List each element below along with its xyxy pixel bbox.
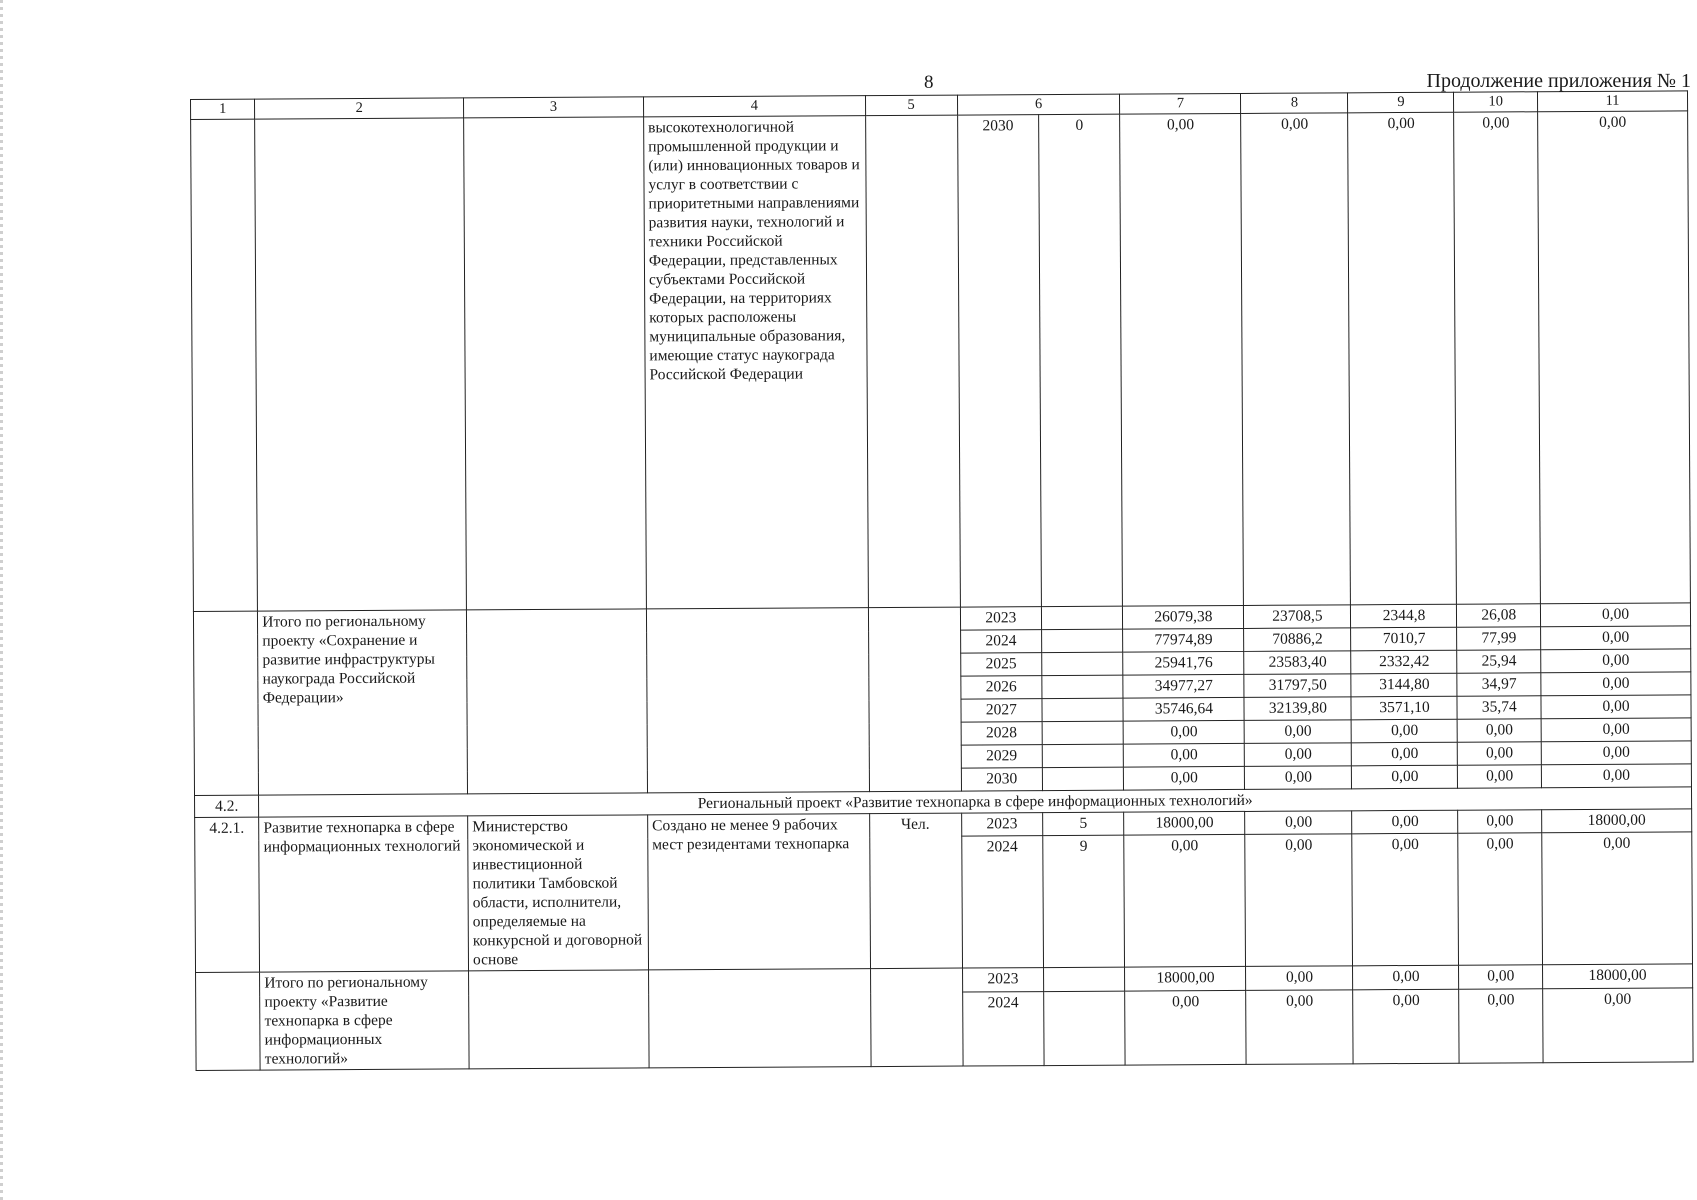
c10-cell: 26,08 <box>1457 604 1541 627</box>
c7-cell: 0,00 <box>1124 720 1245 744</box>
colnum-3: 3 <box>464 97 644 118</box>
c8-cell: 0,00 <box>1246 990 1354 1064</box>
colnum-5: 5 <box>865 95 957 116</box>
c8-cell: 0,00 <box>1246 966 1353 991</box>
c10-cell: 35,74 <box>1457 696 1541 719</box>
c11-cell: 0,00 <box>1541 626 1691 650</box>
c7-cell: 0,00 <box>1124 766 1245 790</box>
colnum-10: 10 <box>1454 92 1538 112</box>
c10-cell: 25,94 <box>1457 650 1541 673</box>
year-cell: 2026 <box>960 676 1042 699</box>
c8-cell: 32139,80 <box>1244 697 1351 721</box>
c9-cell: 3144,80 <box>1351 673 1457 697</box>
year-cell: 2029 <box>961 745 1043 768</box>
c9-cell: 0,00 <box>1348 112 1457 605</box>
appendix-table <box>190 90 1694 1071</box>
item-name: Развитие технопарка в сфере информационных технологий <box>259 816 469 972</box>
colnum-1: 1 <box>191 99 255 119</box>
c10-cell: 77,99 <box>1457 627 1541 650</box>
colnum-6: 6 <box>957 94 1120 115</box>
year-cell: 2023 <box>962 968 1044 993</box>
colnum-7: 7 <box>1120 93 1241 114</box>
c7-cell: 34977,27 <box>1123 674 1244 698</box>
c9-cell: 0,00 <box>1352 765 1458 789</box>
c9-cell: 0,00 <box>1352 742 1458 766</box>
scan-edge <box>0 0 3 1200</box>
c10-cell: 0,00 <box>1458 810 1542 833</box>
year-cell: 2030 <box>957 115 1041 607</box>
c10-cell: 0,00 <box>1458 719 1542 742</box>
item-indicator: Создано не менее 9 рабочих мест резидентами технопарка <box>648 814 871 970</box>
indicator-description: высокотехнологичной промышленной продукции и (или) инновационных товаров и услуг в соответствии с приоритетными направлениями развития науки, технологий и техники Российской Федерации, представленных субъектами Российской Федерации, на территориях которых расположены муниципальные образования, имеющие статус наукограда Российской Федерации <box>644 116 868 609</box>
year-cell: 2027 <box>961 699 1043 722</box>
year-cell: 2024 <box>962 992 1044 1066</box>
c11-cell: 18000,00 <box>1543 964 1693 989</box>
total-naukograd-label: Итого по региональному проекту «Сохранение и развитие инфраструктуры наукограда Российской Федерации» <box>258 610 468 795</box>
c8-cell: 0,00 <box>1241 113 1351 606</box>
year-cell: 2023 <box>960 607 1042 630</box>
c10-cell: 0,00 <box>1454 112 1540 604</box>
c8-cell: 23583,40 <box>1244 651 1351 675</box>
c11-cell: 0,00 <box>1541 672 1691 696</box>
section-title: Региональный проект «Развитие технопарка в сфере информационных технологий» <box>259 787 1692 817</box>
colnum-11: 11 <box>1537 91 1687 112</box>
c8-cell: 0,00 <box>1245 834 1353 967</box>
c9-cell: 0,00 <box>1353 965 1459 990</box>
c7-cell: 0,00 <box>1124 743 1245 767</box>
item-number: 4.2.1. <box>195 817 260 972</box>
c9-cell: 2332,42 <box>1351 650 1457 674</box>
c8-cell: 0,00 <box>1245 811 1352 835</box>
c8-cell: 0,00 <box>1245 743 1352 767</box>
year-cell: 2025 <box>960 653 1042 676</box>
c7-cell: 77974,89 <box>1123 628 1244 652</box>
c9-cell: 0,00 <box>1352 719 1458 743</box>
c7-cell: 18000,00 <box>1124 811 1245 835</box>
section-number: 4.2. <box>195 795 259 817</box>
c9-cell: 0,00 <box>1353 989 1459 1063</box>
c8-cell: 0,00 <box>1245 766 1352 790</box>
c9-cell: 3571,10 <box>1351 696 1457 720</box>
year-cell: 2028 <box>961 722 1043 745</box>
c10-cell: 0,00 <box>1459 965 1543 990</box>
total-technopark-label: Итого по региональному проекту «Развитие технопарка в сфере информационных технологий» <box>260 971 469 1070</box>
c9-cell: 0,00 <box>1352 810 1458 834</box>
c10-cell: 0,00 <box>1459 989 1543 1063</box>
c11-cell: 0,00 <box>1541 649 1691 673</box>
c11-cell: 0,00 <box>1540 603 1690 627</box>
c11-cell: 0,00 <box>1541 695 1691 719</box>
year-cell: 2024 <box>961 836 1043 968</box>
c11-cell: 0,00 <box>1538 111 1691 604</box>
c11-cell: 0,00 <box>1543 988 1693 1063</box>
c9-cell: 0,00 <box>1352 833 1459 966</box>
c9-cell: 2344,8 <box>1351 604 1457 628</box>
colnum-2: 2 <box>255 98 464 119</box>
table-row <box>191 111 1691 612</box>
c11-cell: 0,00 <box>1541 741 1691 765</box>
c10-cell: 0,00 <box>1458 833 1542 965</box>
item-unit: Чел. <box>869 813 962 969</box>
c8-cell: 23708,5 <box>1244 605 1351 629</box>
continuation-label: Продолжение приложения № 1 <box>1426 70 1691 92</box>
value-cell: 9 <box>1043 835 1125 967</box>
colnum-9: 9 <box>1348 92 1454 113</box>
year-cell: 2024 <box>960 630 1042 653</box>
c7-cell: 0,00 <box>1120 113 1244 606</box>
value-cell: 0 <box>1039 114 1123 606</box>
colnum-4: 4 <box>643 96 865 117</box>
year-cell: 2023 <box>961 813 1043 836</box>
page-number: 8 <box>924 72 934 93</box>
c7-cell: 18000,00 <box>1125 966 1246 991</box>
c11-cell: 0,00 <box>1542 832 1693 965</box>
value-cell: 5 <box>1043 812 1125 835</box>
c8-cell: 70886,2 <box>1244 628 1351 652</box>
c9-cell: 7010,7 <box>1351 627 1457 651</box>
c10-cell: 0,00 <box>1458 742 1542 765</box>
c7-cell: 25941,76 <box>1123 651 1244 675</box>
colnum-8: 8 <box>1241 93 1348 114</box>
c7-cell: 0,00 <box>1125 991 1246 1065</box>
c8-cell: 0,00 <box>1245 720 1352 744</box>
c7-cell: 0,00 <box>1124 834 1246 967</box>
c11-cell: 0,00 <box>1541 764 1691 788</box>
year-cell: 2030 <box>961 768 1043 791</box>
c10-cell: 0,00 <box>1458 765 1542 788</box>
c10-cell: 34,97 <box>1457 673 1541 696</box>
c7-cell: 35746,64 <box>1123 697 1244 721</box>
item-executor: Министерство экономической и инвестиционной политики Тамбовской области, исполнители, определяемые на конкурсной и договорной основе <box>468 815 649 971</box>
c7-cell: 26079,38 <box>1123 605 1244 629</box>
c11-cell: 0,00 <box>1541 718 1691 742</box>
c11-cell: 18000,00 <box>1542 809 1692 833</box>
c8-cell: 31797,50 <box>1244 674 1351 698</box>
